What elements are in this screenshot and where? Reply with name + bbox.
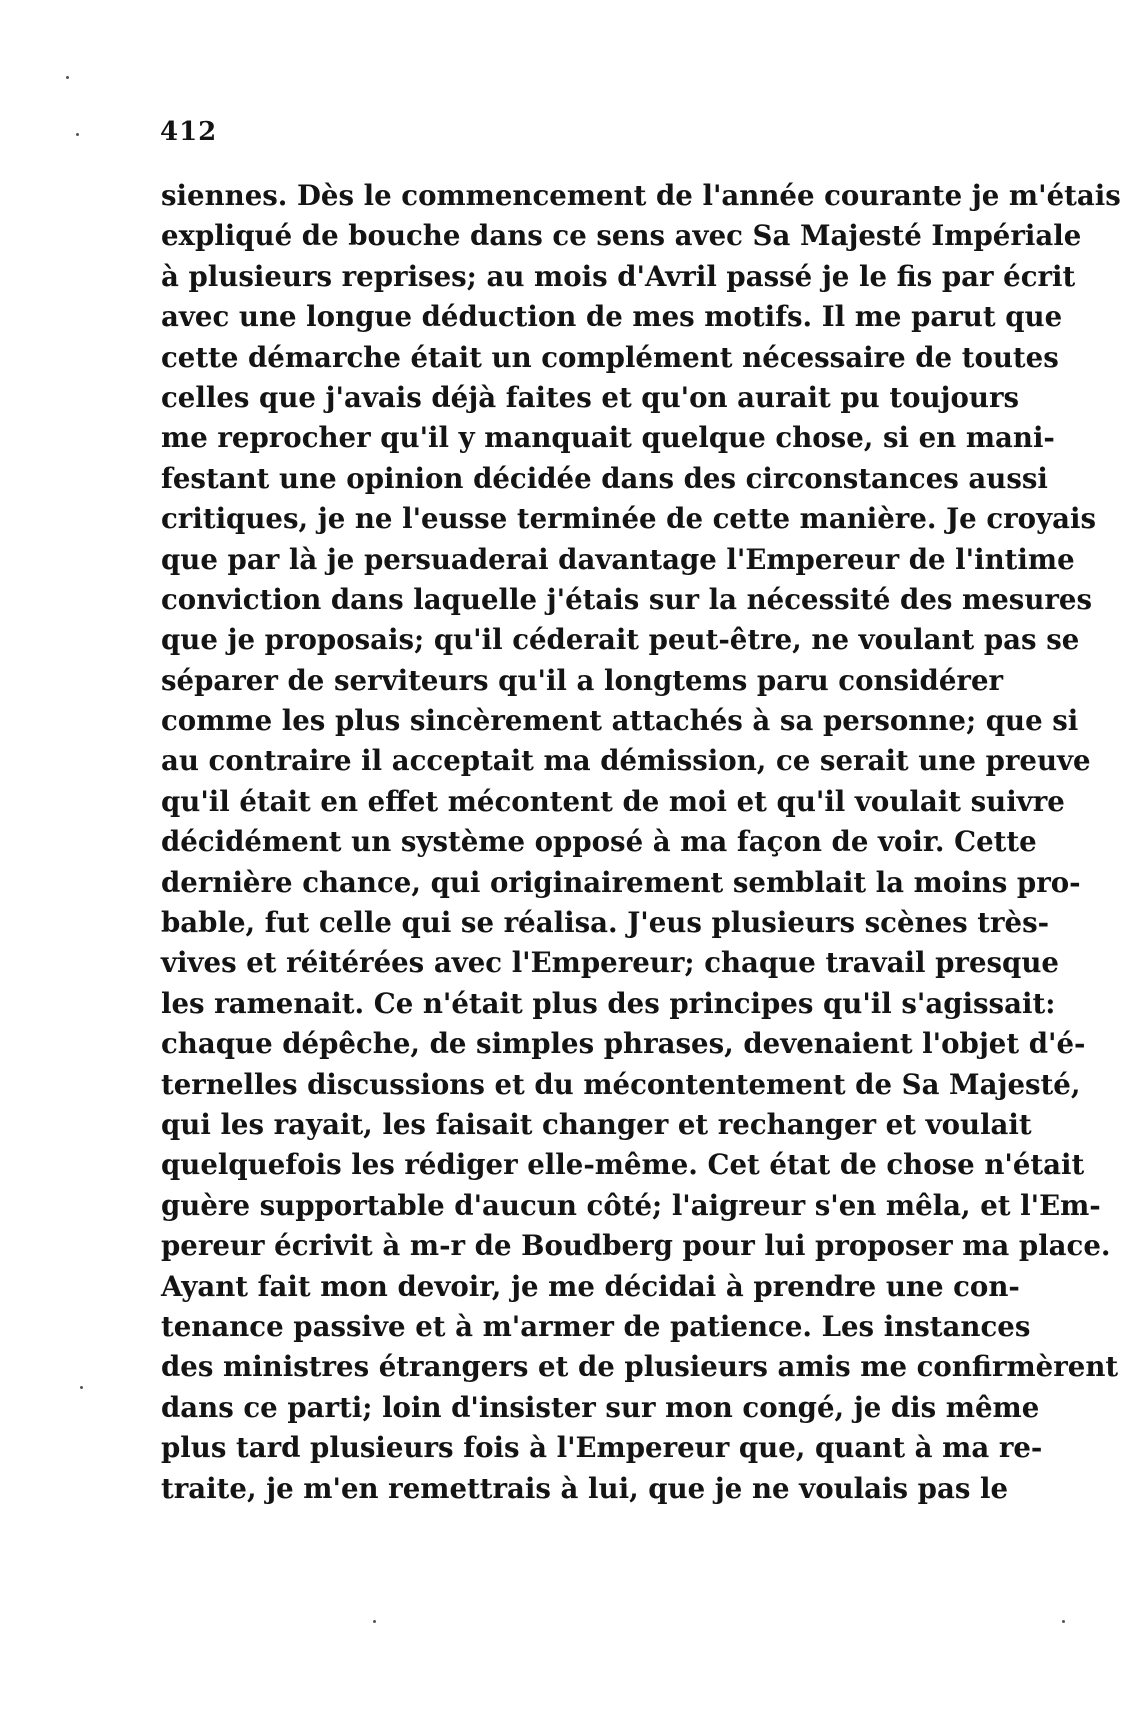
text-line: dans ce parti; loin d'insister sur mon congé, je dis même (161, 1390, 1040, 1424)
text-line: traite, je m'en remettrais à lui, que je ne voulais pas le (161, 1471, 1009, 1505)
scan-speck (76, 133, 79, 136)
text-line: celles que j'avais déjà faites et qu'on aurait pu toujours (161, 380, 1020, 414)
text-line: Ayant fait mon devoir, je me décidai à prendre une con- (161, 1269, 1020, 1303)
text-line: guère supportable d'aucun côté; l'aigreur s'en mêla, et l'Em- (161, 1188, 1101, 1222)
text-line: séparer de serviteurs qu'il a longtems paru considérer (161, 663, 1004, 697)
scan-speck (373, 1620, 376, 1623)
text-line: qui les rayait, les faisait changer et rechanger et voulait (161, 1107, 1032, 1141)
text-line: expliqué de bouche dans ce sens avec Sa Majesté Impériale (161, 219, 1082, 253)
text-line: comme les plus sincèrement attachés à sa personne; que si (161, 704, 1079, 738)
scan-speck (80, 1386, 83, 1389)
body-text (161, 176, 1121, 1509)
text-line: cette démarche était un complément nécessaire de toutes (161, 340, 1059, 374)
text-line: tenance passive et à m'armer de patience. Les instances (161, 1309, 1031, 1343)
text-line: avec une longue déduction de mes motifs. Il me parut que (161, 300, 1063, 334)
text-line: bable, fut celle qui se réalisa. J'eus plusieurs scènes très- (161, 906, 1050, 940)
text-line: me reprocher qu'il y manquait quelque chose, si en mani- (161, 421, 1055, 455)
text-line: plus tard plusieurs fois à l'Empereur que, quant à ma re- (161, 1431, 1043, 1465)
text-line: qu'il était en effet mécontent de moi et qu'il voulait suivre (161, 784, 1065, 818)
text-line: conviction dans laquelle j'étais sur la nécessité des mesures (161, 582, 1093, 616)
text-line: les ramenait. Ce n'était plus des principes qu'il s'agissait: (161, 986, 1056, 1020)
scan-speck (66, 76, 69, 79)
text-line: que je proposais; qu'il céderait peut-être, ne voulant pas se (161, 623, 1080, 657)
text-line: chaque dépêche, de simples phrases, devenaient l'objet d'é- (161, 1027, 1086, 1061)
page-number: 412 (160, 117, 218, 147)
text-line: à plusieurs reprises; au mois d'Avril passé je le fis par écrit (161, 259, 1076, 293)
text-line: pereur écrivit à m-r de Boudberg pour lui proposer ma place. (161, 1229, 1111, 1263)
text-line: au contraire il acceptait ma démission, ce serait une preuve (161, 744, 1091, 778)
text-line: décidément un système opposé à ma façon de voir. Cette (161, 825, 1037, 859)
scan-speck (1062, 1620, 1065, 1623)
text-line: dernière chance, qui originairement semblait la moins pro- (161, 865, 1081, 899)
text-line: vives et réitérées avec l'Empereur; chaque travail presque (161, 946, 1059, 980)
text-line: des ministres étrangers et de plusieurs amis me confirmèrent (161, 1350, 1119, 1384)
text-line: critiques, je ne l'eusse terminée de cette manière. Je croyais (161, 502, 1097, 536)
text-line: que par là je persuaderai davantage l'Empereur de l'intime (161, 542, 1075, 576)
text-line: ternelles discussions et du mécontentement de Sa Majesté, (161, 1067, 1081, 1101)
text-line: siennes. Dès le commencement de l'année courante je m'étais (161, 179, 1121, 212)
text-line: quelquefois les rédiger elle-même. Cet état de chose n'était (161, 1148, 1085, 1182)
text-line: festant une opinion décidée dans des circonstances aussi (161, 461, 1048, 495)
